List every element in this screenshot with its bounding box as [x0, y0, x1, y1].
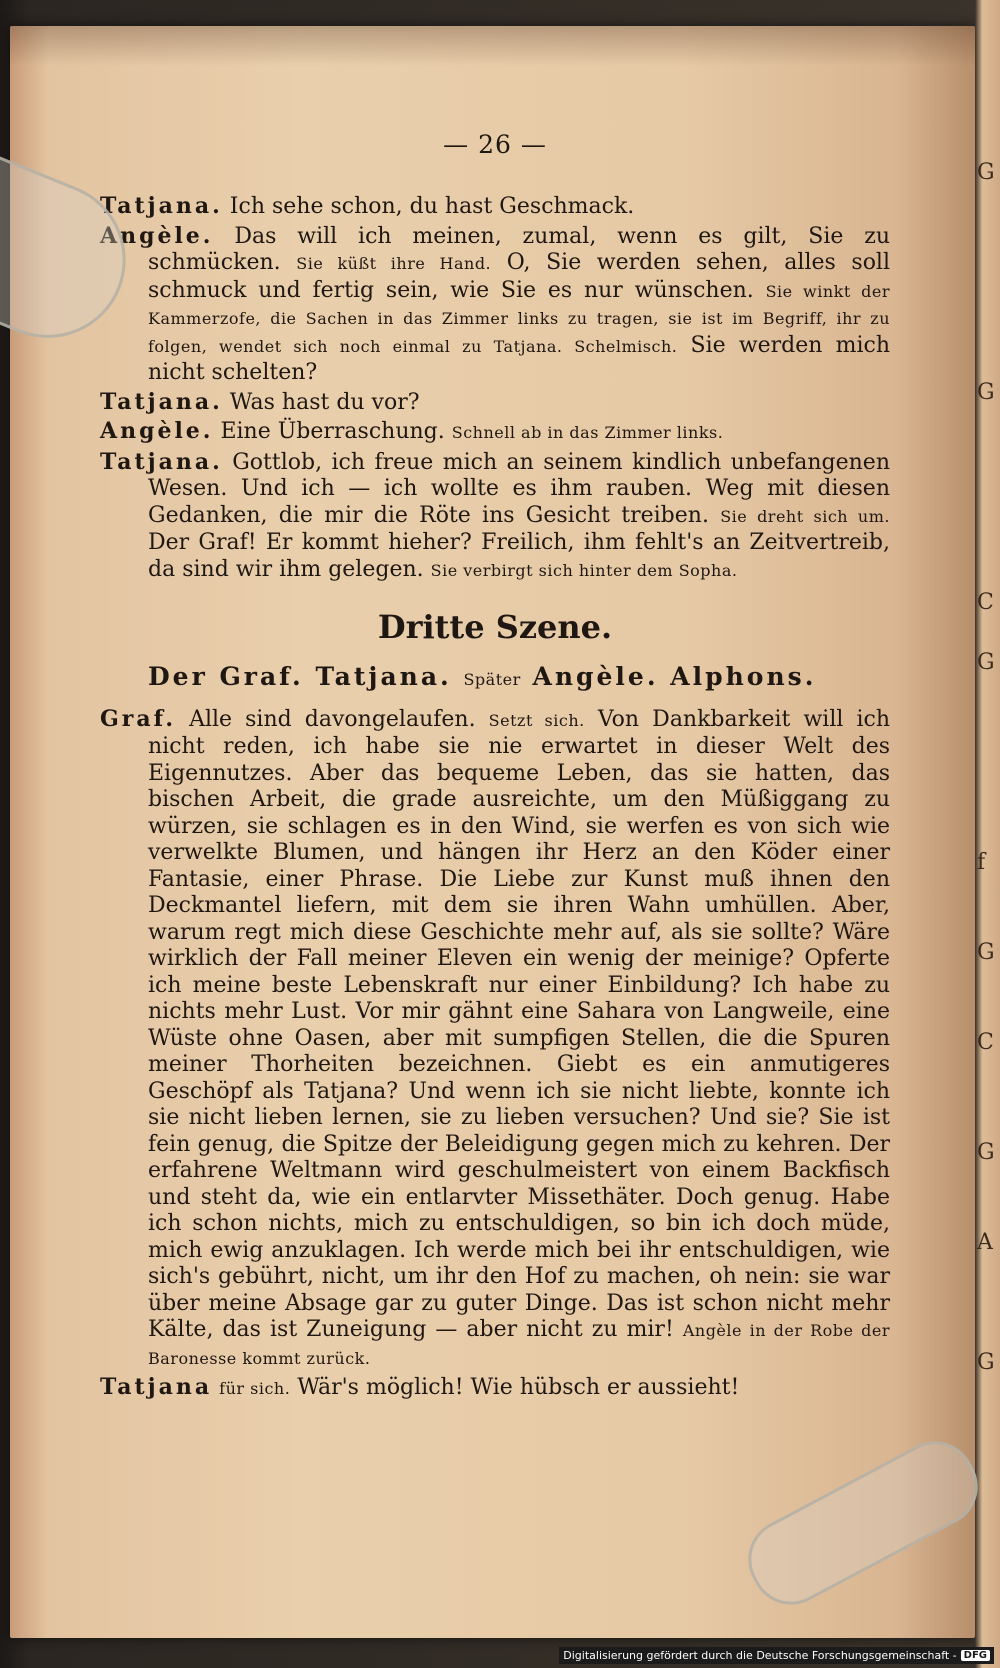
margin-glyph: A	[977, 1230, 993, 1255]
dialogue-line	[100, 193, 890, 221]
stage-direction: Sie dreht sich um.	[720, 506, 890, 526]
stage-direction: Sie verbirgt sich hinter dem Sopha.	[430, 560, 738, 580]
scene-cast	[100, 664, 890, 694]
dialogue-text: Eine Überraschung.	[213, 419, 452, 444]
dialogue-text: Alle sind davongelaufen.	[175, 706, 489, 732]
adjacent-page-edge	[975, 0, 1000, 1668]
digitization-credit	[559, 1647, 994, 1664]
margin-glyph: G	[977, 1140, 995, 1165]
dialogue-line	[100, 706, 890, 1373]
stage-direction: Später	[463, 670, 521, 689]
dialogue-line	[100, 449, 890, 585]
dialogue-text: Ich sehe schon, du hast Geschmack.	[222, 194, 635, 219]
margin-glyph: C	[977, 590, 994, 615]
margin-glyph: G	[977, 650, 995, 675]
credit-text: Digitalisierung gefördert durch die Deutsche Forschungsgemeinschaft -	[563, 1649, 957, 1662]
margin-glyph: G	[977, 380, 995, 405]
dialogue-text: Sie werden mich nicht schelten?	[148, 332, 890, 385]
dialogue-line	[100, 389, 890, 417]
dialogue-line	[100, 1374, 890, 1403]
dialogue-text: Von Dankbarkeit will ich nicht reden, ich habe sie nie erwartet in dieser Welt des Eigennutzes. Aber das bequeme Leben, das sie hatten, das bischen Arbeit, die grade ausreichte, um den Müßiggang zu würzen, sie schlagen es in den Wind, sie werfen es von sich wie verwelkte Blumen, und hängen ihr Herz an den Köder einer Fantasie, einer Phrase. Die Liebe zur Kunst muß ihnen den Deckmantel liefern, mit dem sie ihren Wahn umhüllen. Aber, warum regt mich diese Geschichte mehr auf, als sie sollte? Wäre wirklich der Fall meiner Eleven ein wenig der meinige? Opferte ich meine beste Lebenskraft nur einer Einbildung? Ich habe zu nichts mehr Lust. Vor mir gähnt eine Sahara von Langweile, eine Wüste ohne Oasen, aber mit sumpfigen Stellen, die die Spuren meiner Thorheiten bezeichnen. Giebt es ein anmutigeres Geschöpf als Tatjana? Und wenn ich sie nicht liebte, konnte ich sie nicht lieben lernen, sie zu lieben versuchen? Und sie? Sie ist fein genug, die Spitze der Beleidigung gegen mich zu kehren. Der erfahrene Weltmann wird geschulmeistert von einem Backfisch und steht da, wie ein entlarvter Missethäter. Doch genug. Habe ich schon nichts, mich zu entschuldigen, so bin ich doch müde, mich ewig anzuklagen. Ich werde mich bei ihr entschuldigen, wie sich's gebührt, nicht, um ihr den Hof zu machen, oh nein: sie war über meine Absage gar zu guter Dinge. Das ist schon nicht mehr Kälte, das ist Zuneigung — aber nicht zu mir!	[148, 706, 891, 1342]
stage-direction: Schnell ab in das Zimmer links.	[451, 423, 724, 442]
cast-names: Der Graf. Tatjana.	[148, 662, 452, 691]
speaker-name: Angèle.	[100, 222, 214, 249]
dialogue-text: Gottlob, ich freue mich an seinem kindlich unbefangenen Wesen. Und ich — ich wollte es ihm rauben. Weg mit diesen Gedanken, die mir die Röte ins Gesicht treiben.	[148, 449, 890, 528]
stage-direction: Sie küßt ihre Hand.	[296, 254, 492, 273]
margin-glyph: G	[977, 940, 995, 965]
speaker-name: Tatjana	[100, 1374, 213, 1400]
dialogue-text: Was hast du vor?	[222, 389, 420, 415]
stage-direction: Setzt sich.	[488, 710, 585, 730]
dialogue-text: Wär's möglich! Wie hübsch er aussieht!	[290, 1375, 740, 1400]
margin-glyph: G	[977, 1350, 995, 1375]
margin-glyph: C	[977, 1030, 994, 1055]
dialogue-text: Das will ich meinen, zumal, wenn es gilt, Sie zu schmücken.	[148, 223, 890, 275]
dialogue-text: Der Graf! Er kommt hieher? Freilich, ihm fehlt's an Zeitvertreib, da sind wir ihm gelegen.	[148, 530, 890, 582]
speaker-name: Angèle.	[100, 418, 214, 444]
dialogue-text: O, Sie werden sehen, alles soll schmuck und fertig sein, wie Sie es nur wünschen.	[148, 250, 891, 303]
page-text	[100, 130, 890, 1405]
speaker-name: Tatjana.	[100, 388, 223, 415]
stage-direction: Sie winkt der Kammerzofe, die Sachen in das Zimmer links zu tragen, sie ist im Begriff, ihr zu folgen, wendet sich noch einmal zu Tatjana. Schelmisch.	[148, 281, 890, 356]
cast-names: Angèle. Alphons.	[532, 662, 817, 691]
margin-glyph: G	[977, 160, 995, 185]
scene-heading: Dritte Szene.	[377, 608, 613, 646]
page-number: — 26 —	[443, 130, 547, 159]
speaker-name: Tatjana.	[100, 193, 223, 219]
dialogue-line	[100, 418, 890, 447]
speaker-name: Graf.	[100, 705, 176, 732]
margin-glyph: f	[977, 850, 986, 875]
dfg-logo: DFG	[961, 1650, 990, 1661]
speaker-name: Tatjana.	[100, 448, 223, 475]
stage-direction: Angèle in der Robe der Baronesse kommt zurück.	[148, 1321, 890, 1368]
stage-direction: für sich.	[219, 1379, 291, 1398]
dialogue-line	[100, 223, 890, 387]
